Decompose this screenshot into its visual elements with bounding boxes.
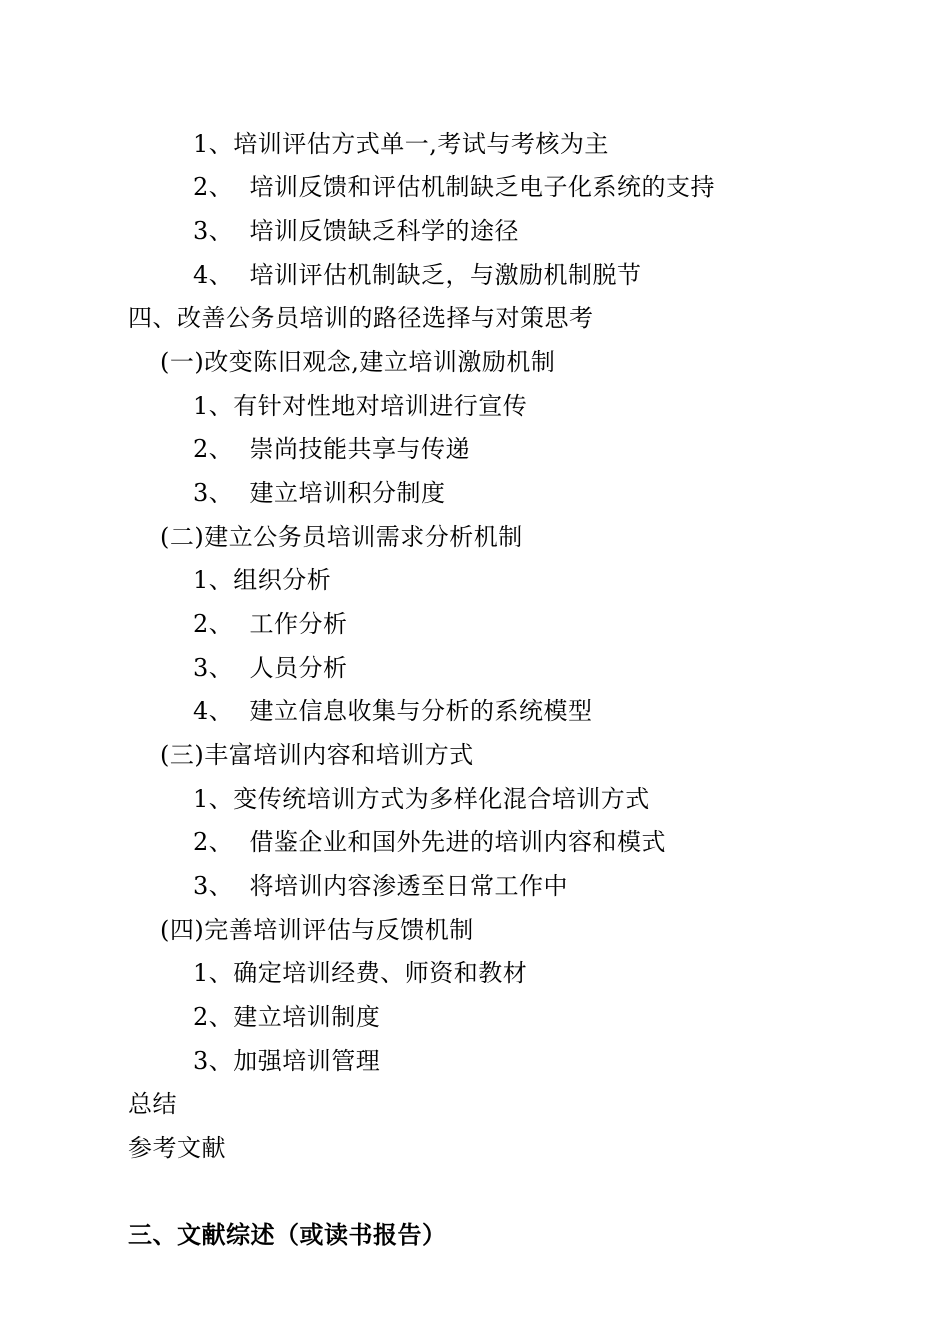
outline-chapter: 四、改善公务员培训的路径选择与对策思考 [128, 304, 594, 332]
outline-section: (一)改变陈旧观念,建立培训激励机制 [160, 348, 556, 376]
outline-item: 3、加强培训管理 [193, 1047, 381, 1075]
outline-item: 2、 崇尚技能共享与传递 [193, 435, 471, 463]
outline-item: 2、 借鉴企业和国外先进的培训内容和模式 [193, 828, 667, 856]
section-heading: 三、文献综述（或读书报告） [128, 1220, 447, 1249]
outline-item: 3、 人员分析 [193, 654, 348, 682]
outline-chapter: 参考文献 [128, 1134, 226, 1162]
outline-item: 2、建立培训制度 [193, 1003, 381, 1031]
outline-item: 1、变传统培训方式为多样化混合培训方式 [193, 785, 650, 813]
outline-item: 3、 建立培训积分制度 [193, 479, 446, 507]
outline-item: 3、 培训反馈缺乏科学的途径 [193, 217, 520, 245]
outline-item: 1、确定培训经费、师资和教材 [193, 959, 528, 987]
outline-section: (三)丰富培训内容和培训方式 [160, 741, 474, 769]
outline-item: 1、有针对性地对培训进行宣传 [193, 392, 528, 420]
outline-item: 4、 培训评估机制缺乏，与激励机制脱节 [193, 261, 642, 289]
outline-item: 1、组织分析 [193, 566, 332, 594]
outline-item: 2、 培训反馈和评估机制缺乏电子化系统的支持 [193, 173, 716, 201]
outline-item: 2、 工作分析 [193, 610, 348, 638]
outline-chapter: 总结 [128, 1090, 177, 1118]
outline-section: (四)完善培训评估与反馈机制 [160, 916, 474, 944]
outline-item: 1、培训评估方式单一,考试与考核为主 [193, 130, 609, 158]
outline-item: 4、 建立信息收集与分析的系统模型 [193, 697, 593, 725]
outline-section: (二)建立公务员培训需求分析机制 [160, 523, 523, 551]
outline-item: 3、 将培训内容渗透至日常工作中 [193, 872, 569, 900]
